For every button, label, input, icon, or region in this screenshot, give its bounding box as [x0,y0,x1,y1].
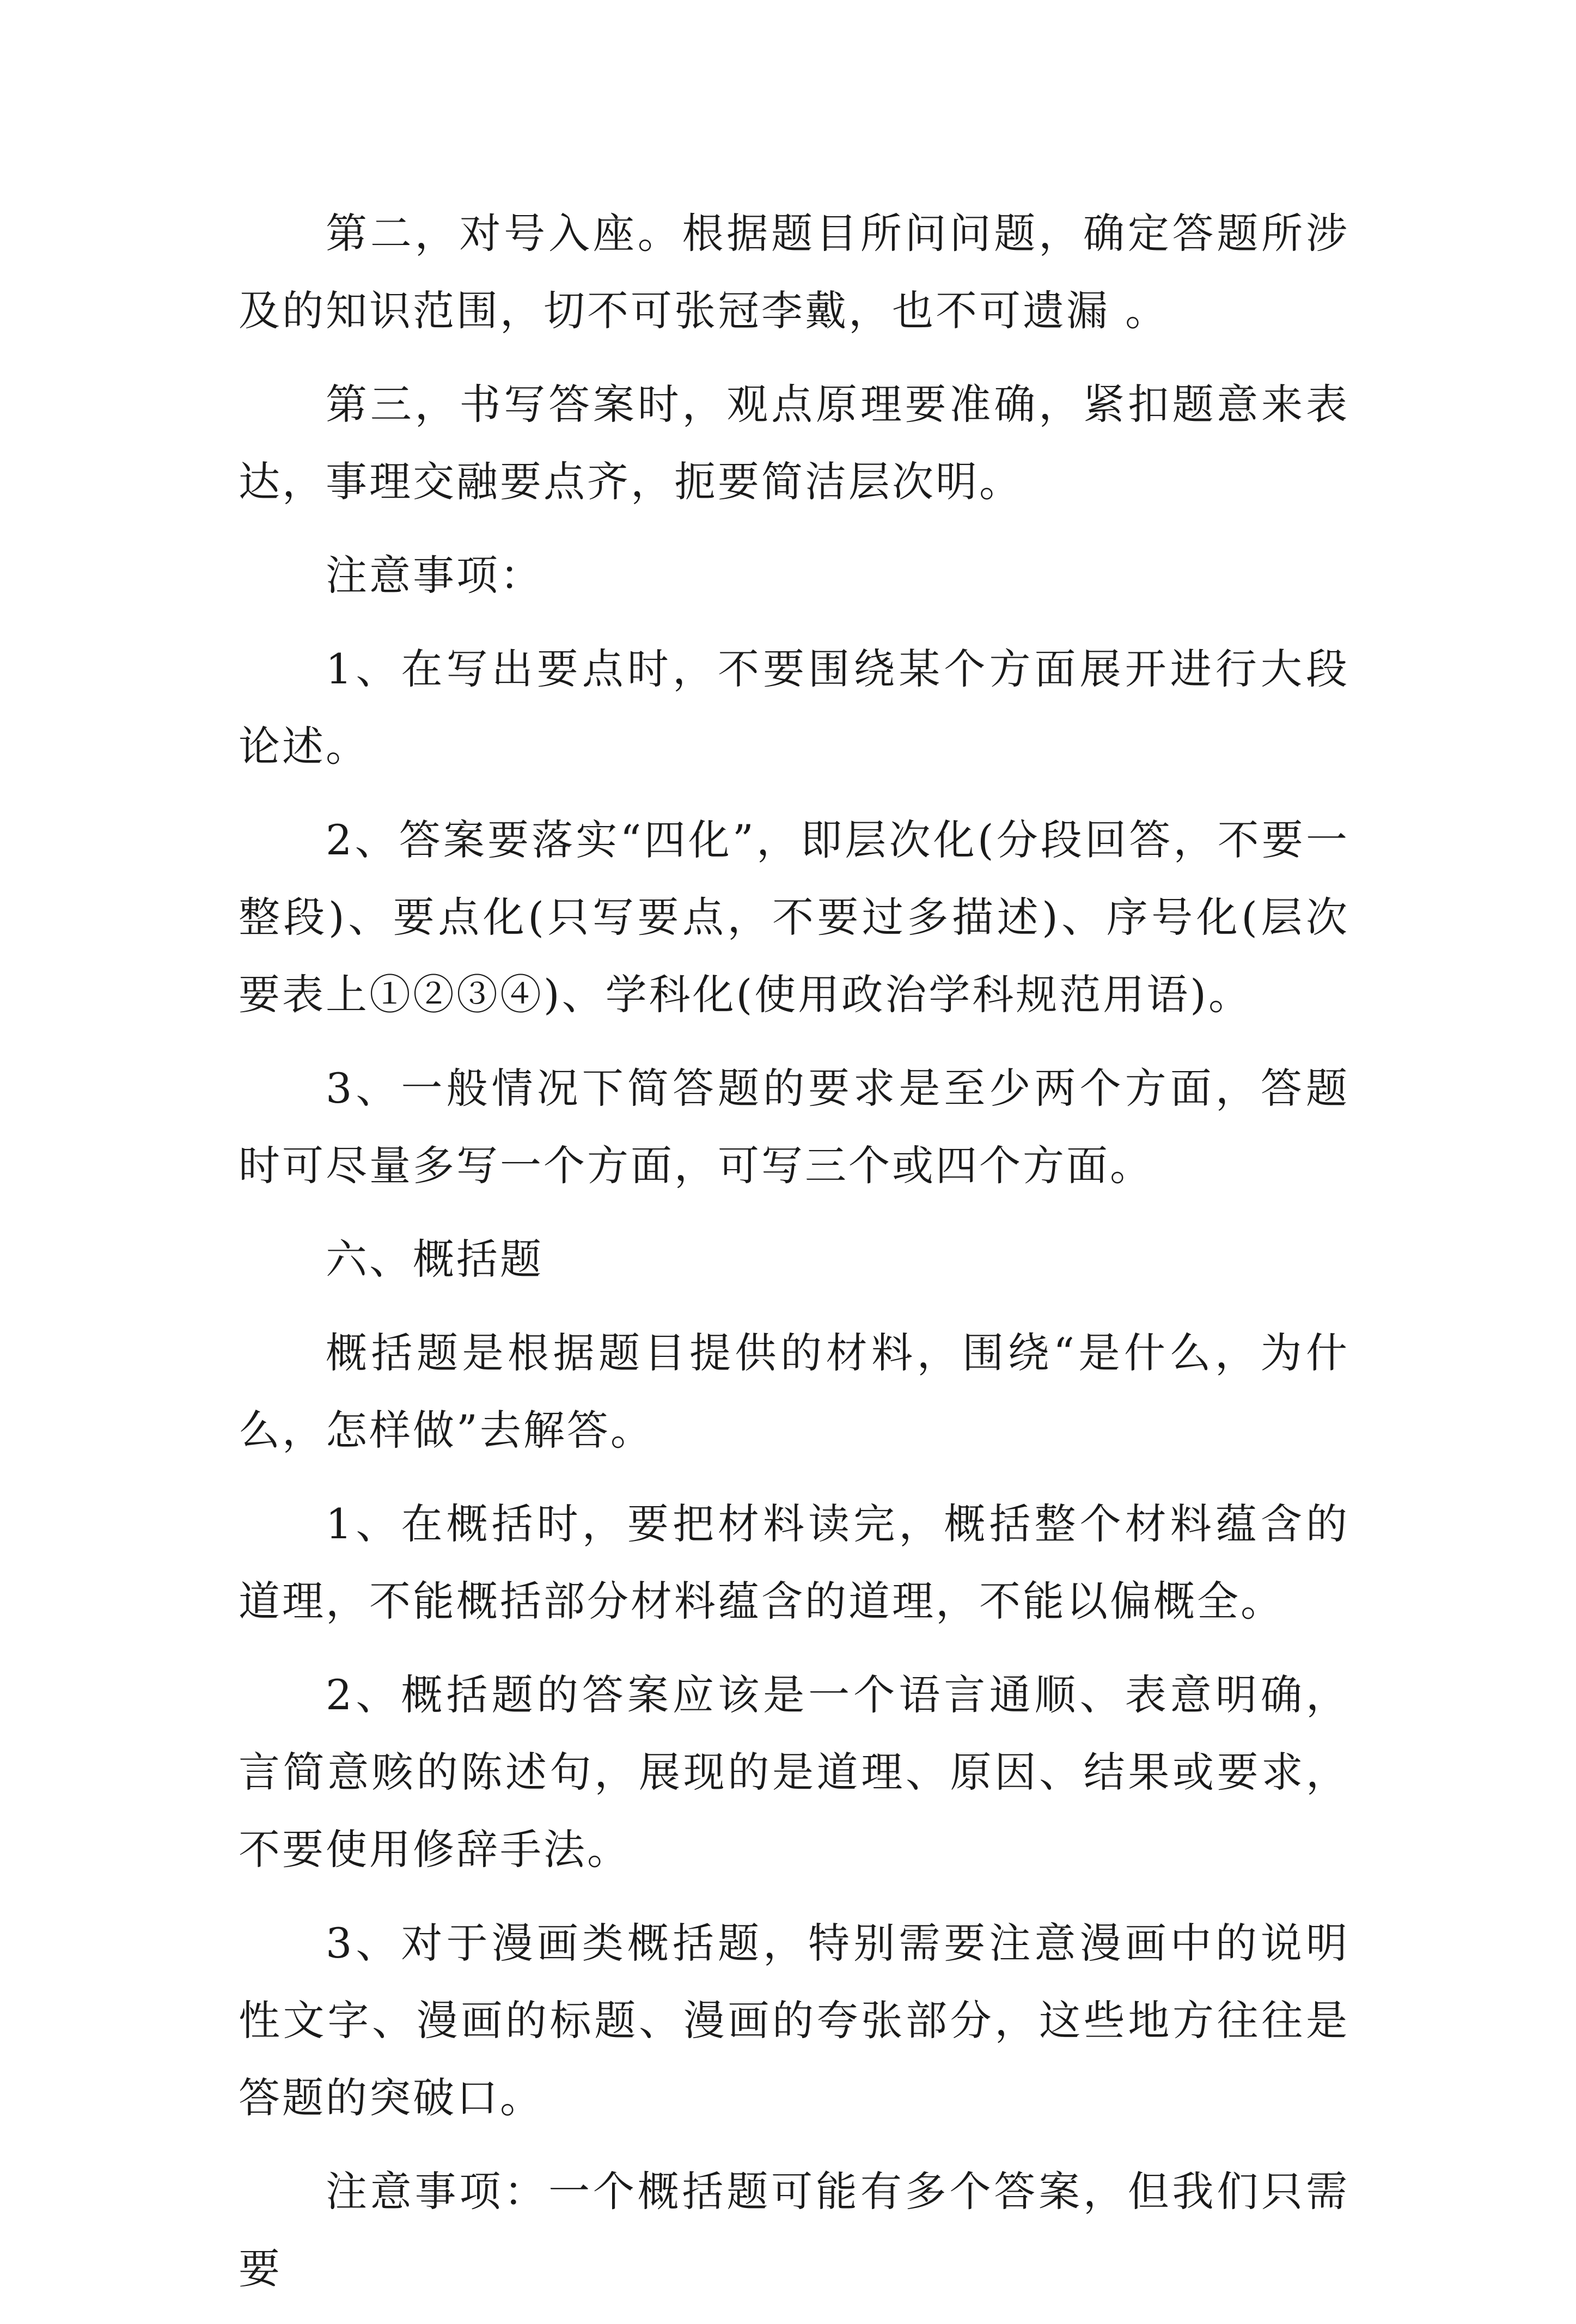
section-heading-summary-questions: 六、概括题 [326,1235,543,1283]
paragraph-step-three: 第三，书写答案时，观点原理要准确，紧扣题意来表达，事理交融要点齐，扼要简洁层次明。 [239,380,1349,506]
paragraph-summary-3: 3、对于漫画类概括题，特别需要注意漫画中的说明性文字、漫画的标题、漫画的夸张部分，这些地方往往是答题的突破口。 [239,1919,1349,2122]
paragraph-summary-1: 1、在概括时，要把材料读完，概括整个材料蕴含的道理，不能概括部分材料蕴含的道理，不能以偏概全。 [239,1500,1349,1625]
paragraph-note-2: 2、答案要落实“四化”，即层次化(分段回答，不要一整段)、要点化(只写要点，不要过多描述)、序号化(层次要表上①②③④)、学科化(使用政治学科规范用语)。 [239,816,1349,1019]
document-body [239,195,1349,2324]
paragraph-notes-heading: 注意事项： [326,551,543,600]
paragraph-note-1: 1、在写出要点时，不要围绕某个方面展开进行大段论述。 [239,645,1349,770]
paragraph-step-two: 第二，对号入座。根据题目所问问题，确定答题所涉及的知识范围，切不可张冠李戴，也不可遗漏 。 [239,209,1349,335]
paragraph-summary-intro: 概括题是根据题目提供的材料，围绕“是什么，为什么，怎样做”去解答。 [239,1329,1349,1454]
paragraph-summary-notes: 注意事项：一个概括题可能有多个答案，但我们只需要 [239,2167,1349,2293]
paragraph-note-3: 3、一般情况下简答题的要求是至少两个方面，答题时可尽量多写一个方面，可写三个或四个方面。 [239,1064,1349,1190]
paragraph-summary-2: 2、概括题的答案应该是一个语言通顺、表意明确，言简意赅的陈述句，展现的是道理、原因、结果或要求，不要使用修辞手法。 [239,1671,1349,1874]
